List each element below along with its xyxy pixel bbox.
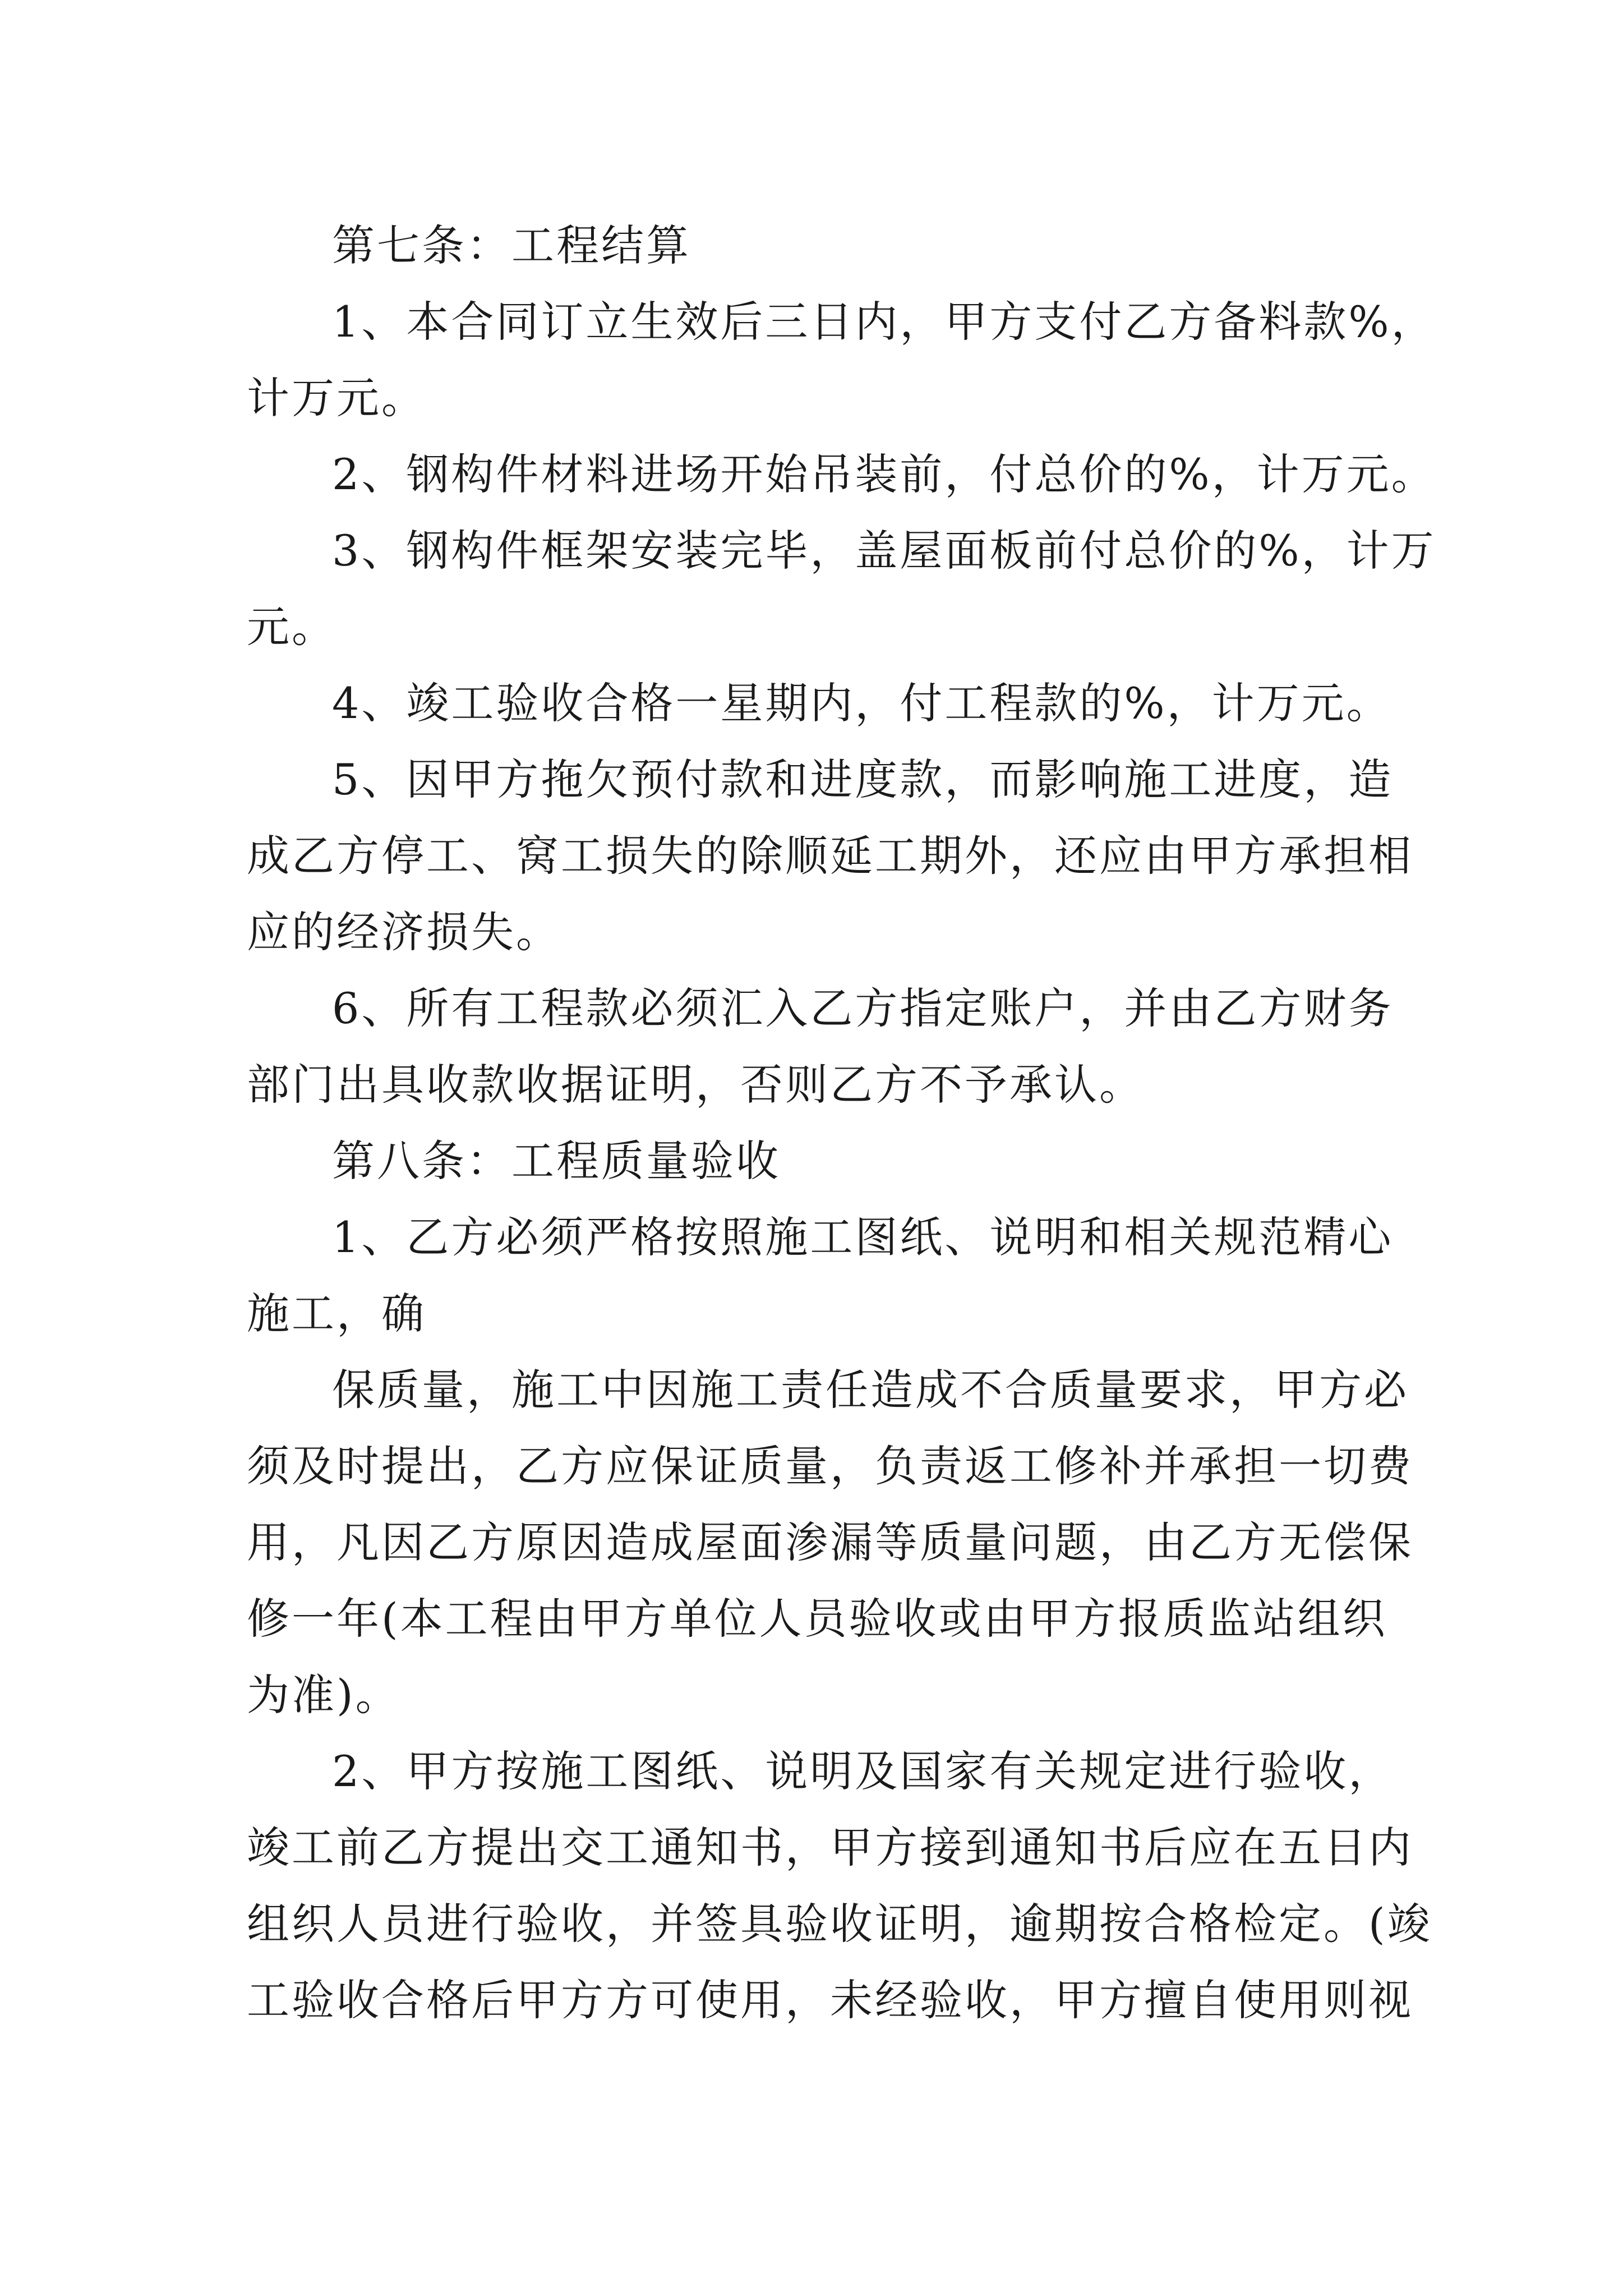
paragraph-line: 为准)。 [247,1670,400,1720]
paragraph-line: 修一年(本工程由甲方单位人员验收或由甲方报质监站组织 [247,1594,1387,1644]
paragraph-line: 3、钢构件框架安装完毕，盖屋面板前付总价的%，计万 [332,526,1436,576]
paragraph-line: 5、因甲方拖欠预付款和进度款，而影响施工进度，造 [332,754,1394,804]
paragraph-line: 部门出具收款收据证明，否则乙方不予承认。 [247,1060,1144,1110]
paragraph-line: 施工，确 [247,1289,426,1338]
paragraph-line: 2、钢构件材料进场开始吊装前，付总价的%，计万元。 [332,449,1436,499]
section-heading: 第七条：工程结算 [332,220,691,270]
section-heading: 第八条：工程质量验收 [332,1136,781,1186]
paragraph-line: 应的经济损失。 [247,907,561,957]
paragraph-line: 2、甲方按施工图纸、说明及国家有关规定进行验收， [332,1746,1394,1796]
paragraph-line: 6、所有工程款必须汇入乙方指定账户，并由乙方财务 [332,983,1394,1033]
document-body [247,208,1436,2039]
paragraph-line: 4、竣工验收合格一星期内，付工程款的%，计万元。 [332,678,1391,728]
paragraph-line: 保质量，施工中因施工责任造成不合质量要求，甲方必 [332,1365,1409,1415]
paragraph-line: 用，凡因乙方原因造成屋面渗漏等质量问题，由乙方无偿保 [247,1517,1413,1567]
paragraph-line: 成乙方停工、窝工损失的除顺延工期外，还应由甲方承担相 [247,831,1413,881]
paragraph-line: 组织人员进行验收，并签具验收证明，逾期按合格检定。(竣 [247,1899,1432,1949]
paragraph-line: 计万元。 [247,373,426,423]
paragraph-line: 1、乙方必须严格按照施工图纸、说明和相关规范精心 [332,1212,1394,1262]
paragraph-line: 工验收合格后甲方方可使用，未经验收，甲方擅自使用则视 [247,1975,1413,2025]
paragraph-line: 竣工前乙方提出交工通知书，甲方接到通知书后应在五日内 [247,1823,1413,1872]
paragraph-line: 1、本合同订立生效后三日内，甲方支付乙方备料款%， [332,297,1436,347]
paragraph-line: 须及时提出，乙方应保证质量，负责返工修补并承担一切费 [247,1441,1413,1491]
paragraph-line: 元。 [247,602,336,652]
